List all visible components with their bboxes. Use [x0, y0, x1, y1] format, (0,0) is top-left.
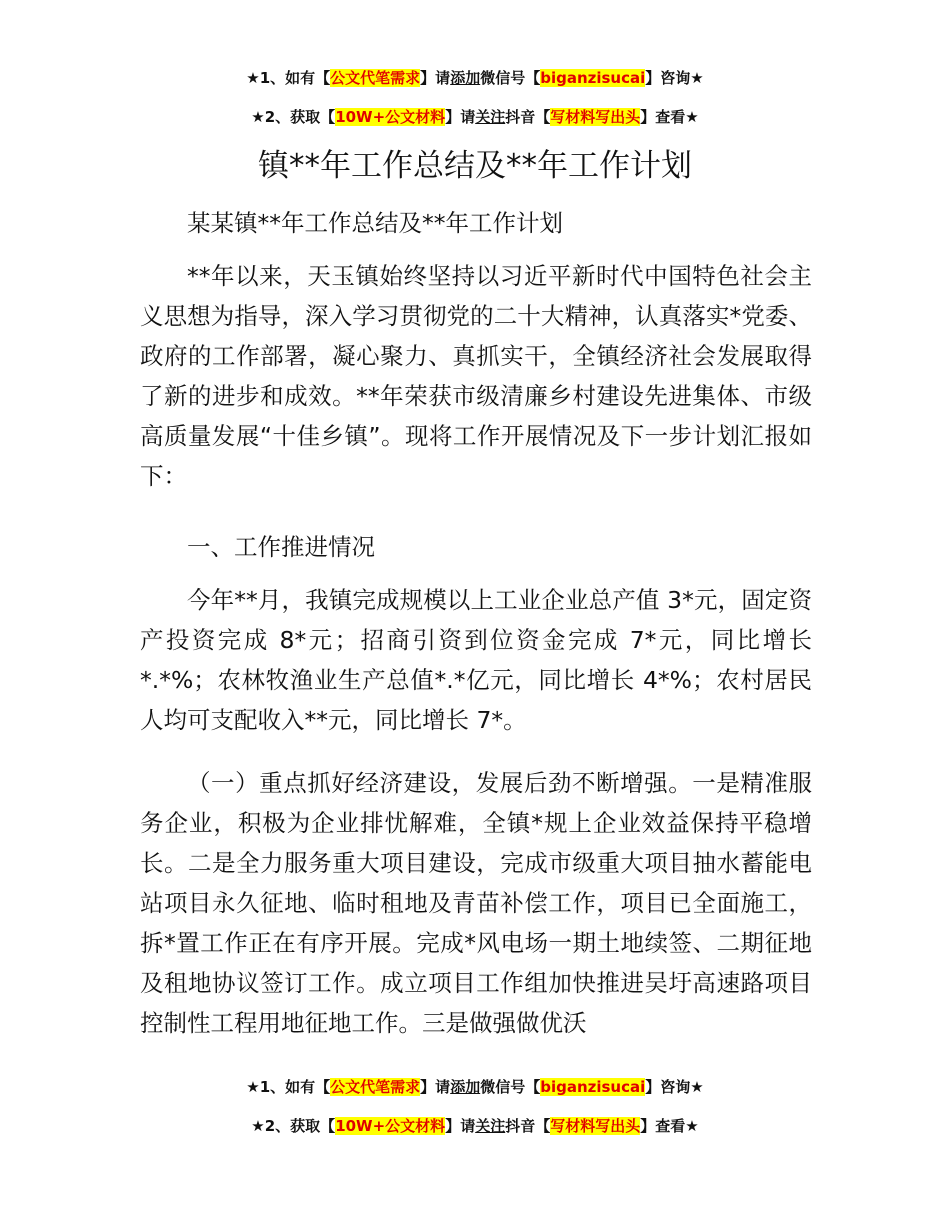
- banner-text: ★1、如有【: [246, 1078, 331, 1096]
- banner-emphasis: 关注: [475, 1117, 506, 1135]
- banner-highlight: biganzisucai: [540, 1078, 646, 1096]
- section-heading: [140, 527, 812, 567]
- banner-text: 】请: [420, 1078, 451, 1096]
- banner-highlight: 10W+公文材料: [335, 1117, 446, 1135]
- promo-banner-top-line2: [0, 106, 950, 128]
- banner-text: 】请: [420, 69, 451, 87]
- section-heading-text: 一、工作推进情况: [187, 533, 375, 561]
- document-subtitle: [140, 203, 812, 243]
- paragraph-text: **年以来，天玉镇始终坚持以习近平新时代中国特色社会主义思想为指导，深入学习贯彻党的二十大精神，认真落实*党委、政府的工作部署，凝心聚力、真抓实干，全镇经济社会发展取得了新的进步和成效。**年荣获市级清廉乡村建设先进集体、市级高质量发展“十佳乡镇”。现将工作开展情况及下一步计划汇报如下：: [140, 262, 812, 490]
- banner-highlight: biganzisucai: [540, 69, 646, 87]
- banner-text: 微信号【: [480, 69, 541, 87]
- banner-highlight: 写材料写出头: [550, 1117, 641, 1135]
- banner-text: 】请: [445, 1117, 476, 1135]
- banner-text: 】咨询★: [645, 69, 704, 87]
- banner-text: 抖音【: [505, 108, 551, 126]
- banner-emphasis: 添加: [450, 69, 481, 87]
- statistics-paragraph: [140, 580, 812, 740]
- banner-highlight: 公文代笔需求: [330, 69, 421, 87]
- subtitle-text: 某某镇**年工作总结及**年工作计划: [187, 209, 563, 237]
- banner-highlight: 公文代笔需求: [330, 1078, 421, 1096]
- banner-highlight: 写材料写出头: [550, 108, 641, 126]
- promo-banner-top-line1: [0, 67, 950, 89]
- banner-highlight: 10W+公文材料: [335, 108, 446, 126]
- banner-text: ★2、获取【: [251, 108, 336, 126]
- banner-text: ★2、获取【: [251, 1117, 336, 1135]
- banner-text: 】请: [445, 108, 476, 126]
- banner-text: 抖音【: [505, 1117, 551, 1135]
- paragraph-text: （一）重点抓好经济建设，发展后劲不断增强。一是精准服务企业，积极为企业排忧解难，全镇*规上企业效益保持平稳增长。二是全力服务重大项目建设，完成市级重大项目抽水蓄能电站项目永久征地、临时租地及青苗补偿工作，项目已全面施工，拆*置工作正在有序开展。完成*风电场一期土地续签、二期征地及租地协议签订工作。成立项目工作组加快推进吴圩高速路项目控制性工程用地征地工作。三是做强做优沃: [140, 769, 812, 1037]
- paragraph-text: 今年**月，我镇完成规模以上工业企业总产值 3*元，固定资产投资完成 8*元；招商引资到位资金完成 7*元，同比增长*.*%；农林牧渔业生产总值*.*亿元，同比增长 4*%；农村居民人均可支配收入**元，同比增长 7*。: [140, 586, 812, 734]
- banner-emphasis: 添加: [450, 1078, 481, 1096]
- banner-text: 】查看★: [640, 108, 699, 126]
- banner-emphasis: 关注: [475, 108, 506, 126]
- intro-paragraph: [140, 256, 812, 496]
- banner-text: 】查看★: [640, 1117, 699, 1135]
- promo-banner-bottom-line1: [0, 1076, 950, 1098]
- banner-text: 】咨询★: [645, 1078, 704, 1096]
- economy-paragraph: [140, 763, 812, 1043]
- promo-banner-bottom-line2: [0, 1115, 950, 1137]
- banner-text: ★1、如有【: [246, 69, 331, 87]
- document-title: 镇**年工作总结及**年工作计划: [258, 148, 692, 184]
- banner-text: 微信号【: [480, 1078, 541, 1096]
